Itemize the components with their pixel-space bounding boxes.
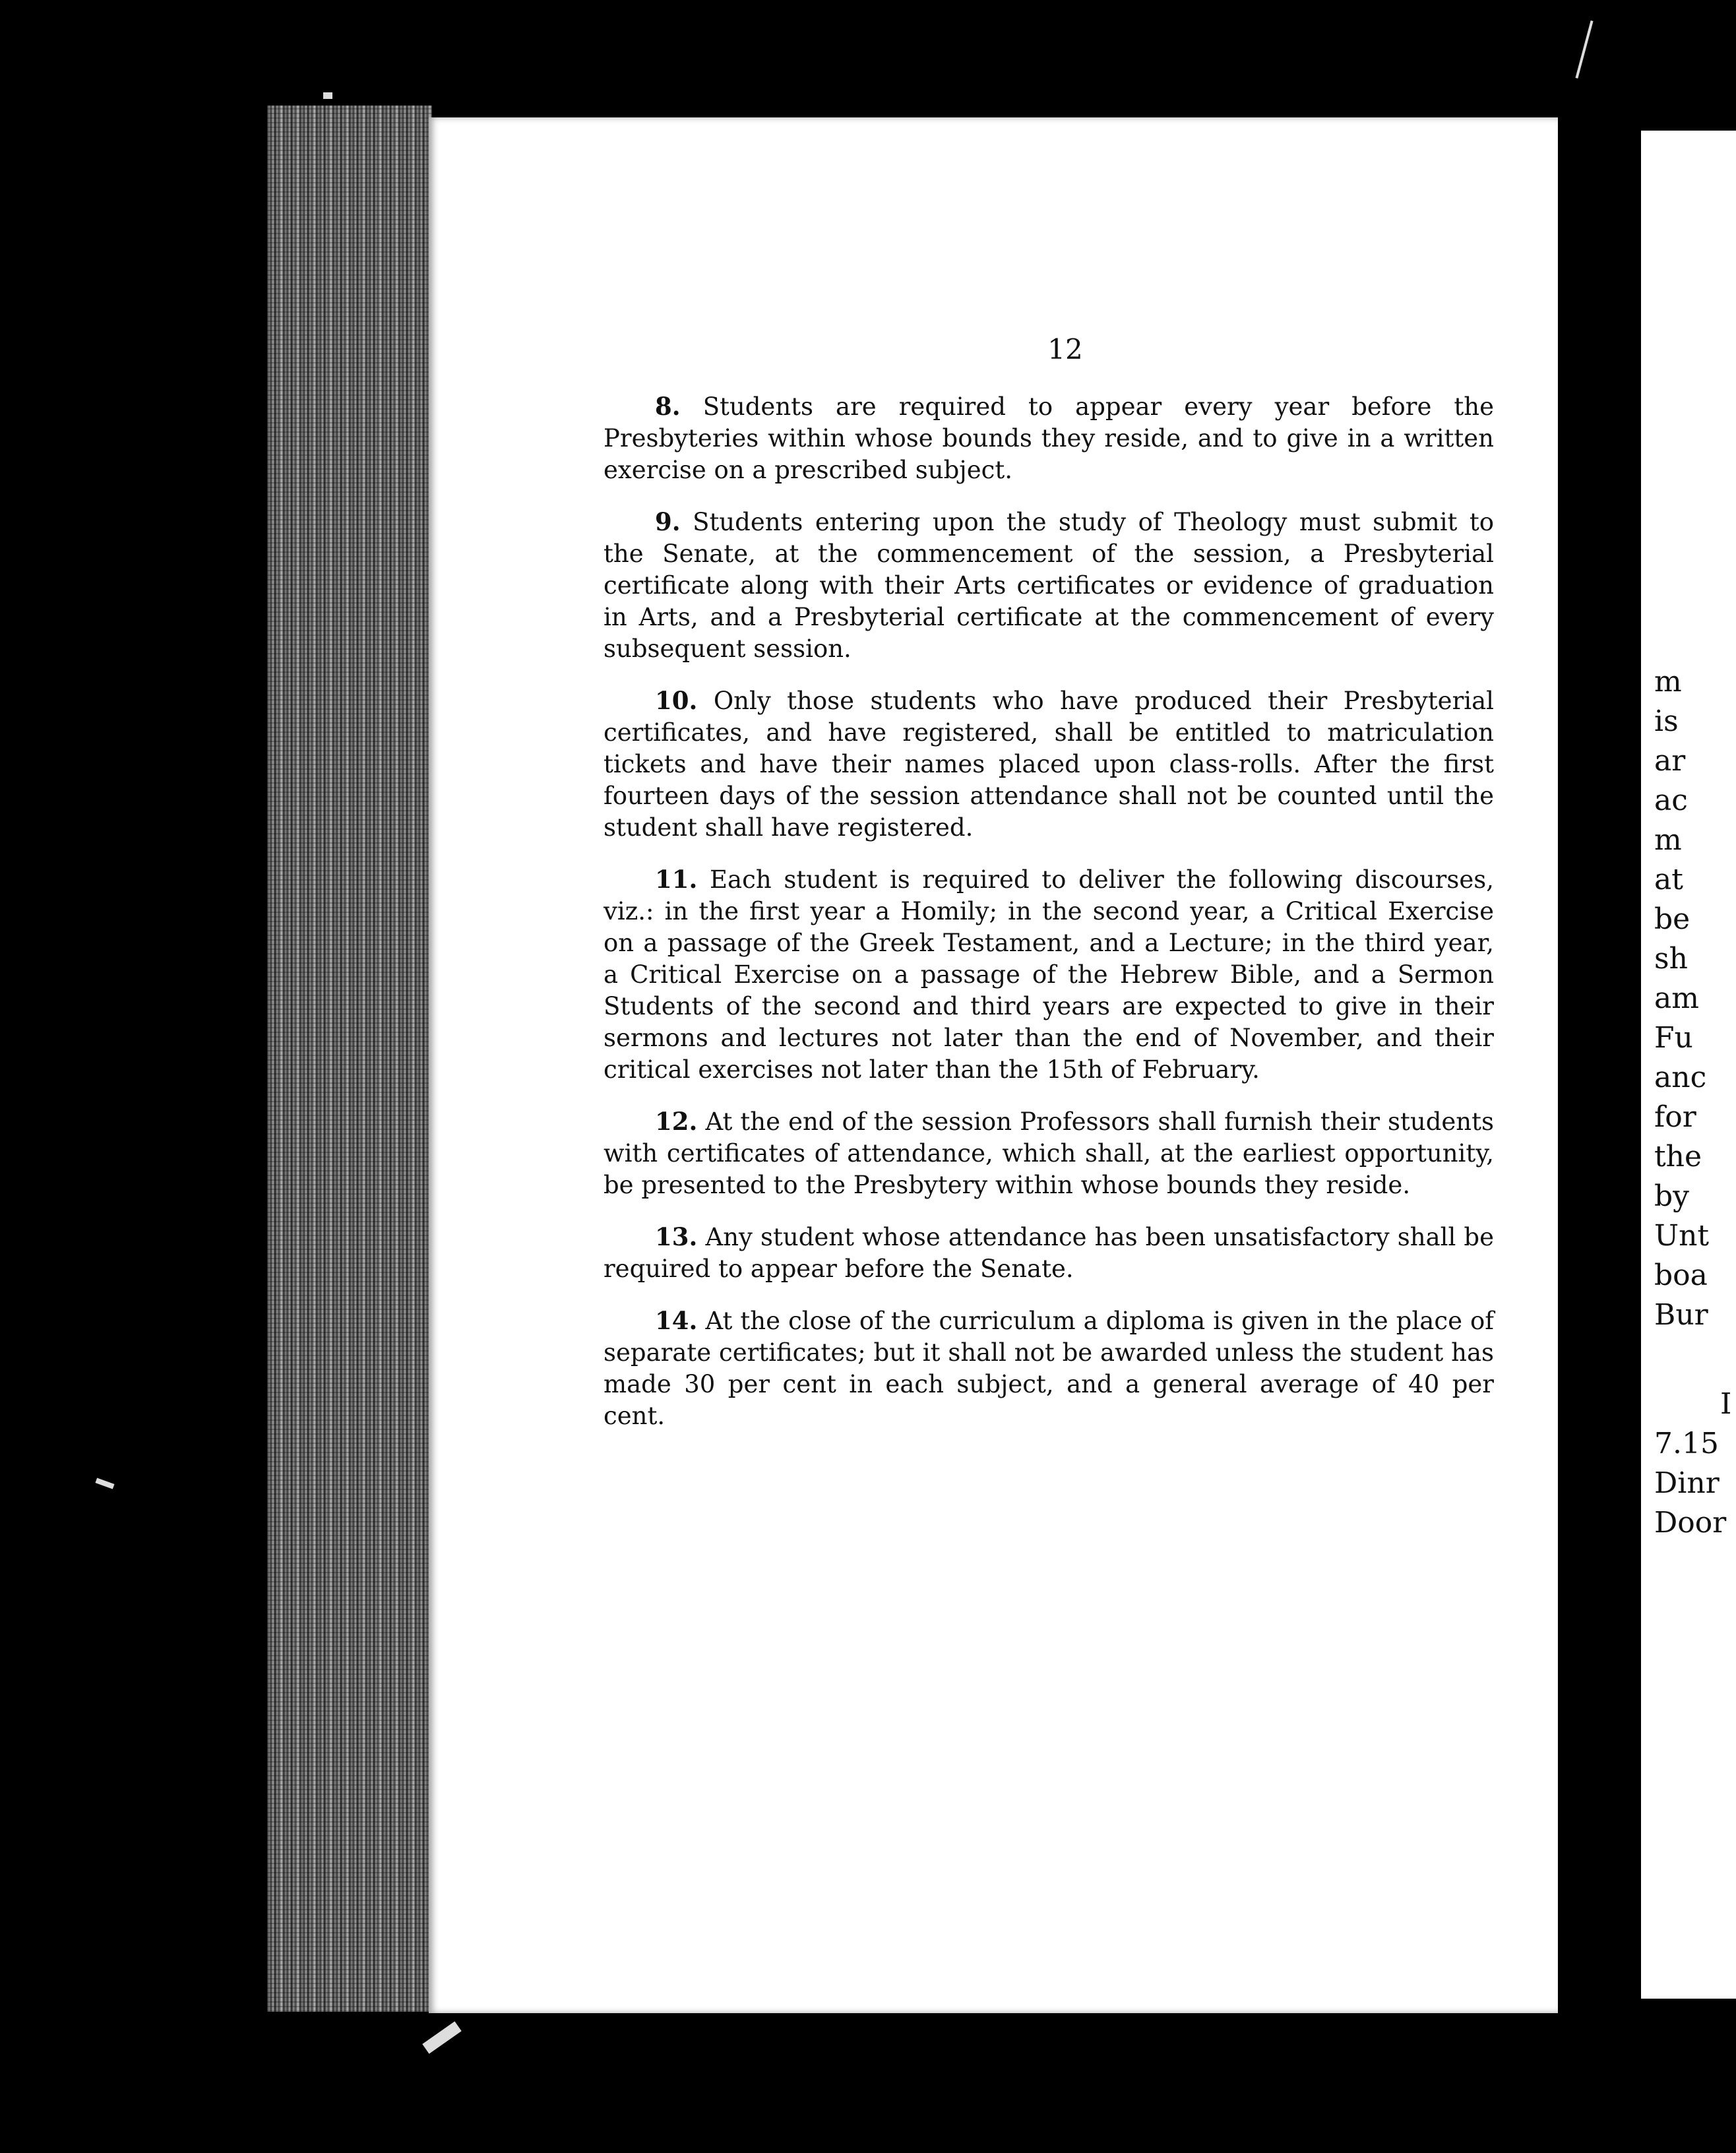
paragraph-10 xyxy=(604,685,1494,844)
facing-page-fragment: at xyxy=(1654,863,1683,896)
paragraph-11 xyxy=(604,863,1494,1086)
paragraph-number: 10. xyxy=(655,686,698,715)
paragraph-text: Only those students who have produced their Presbyterial certificates, and have registered, shall be entitled to matriculation tickets and have their names placed upon class-rolls. After the first fourteen days of the session attendance shall not be counted until the student shall have registered. xyxy=(604,687,1494,842)
facing-page-fragment: by xyxy=(1654,1179,1690,1213)
facing-page-fragment: boa xyxy=(1654,1259,1708,1292)
paragraph-text: Students are required to appear every year before the Presbyteries within whose bounds they reside, and to give in a written exercise on a prescribed subject. xyxy=(604,392,1494,484)
facing-page-fragment: Door xyxy=(1654,1506,1727,1540)
facing-page-fragment: the xyxy=(1654,1140,1702,1173)
paragraph-text: At the end of the session Professors shall furnish their students with certificates of attendance, which shall, at the earliest opportunity, be presented to the Presbytery within whose bounds they reside. xyxy=(604,1108,1494,1199)
book-page-edges xyxy=(267,106,432,2012)
facing-page-fragment: anc xyxy=(1654,1061,1707,1094)
paragraph-number: 12. xyxy=(655,1107,698,1136)
gutter-shadow xyxy=(1558,117,1584,2013)
facing-page-fragment: for xyxy=(1654,1100,1696,1134)
facing-page-fragment: m xyxy=(1654,823,1682,857)
facing-page-fragment: be xyxy=(1654,902,1690,936)
facing-page-fragment: 7.15 xyxy=(1654,1427,1719,1460)
paragraph-number: 9. xyxy=(655,507,681,536)
paragraph-number: 13. xyxy=(655,1222,698,1251)
facing-page-fragment: m xyxy=(1654,665,1682,699)
paragraph-text: At the close of the curriculum a diploma is given in the place of separate certificates; but it shall not be awarded unless the student has made 30 per cent in each subject, and a general average of 40 per cent. xyxy=(604,1307,1494,1430)
facing-page-fragment: sh xyxy=(1654,942,1688,976)
paragraph-number: 8. xyxy=(655,392,681,421)
paragraph-8 xyxy=(604,390,1494,486)
facing-page-fragment: ar xyxy=(1654,744,1686,778)
paragraph-number: 14. xyxy=(655,1306,698,1335)
facing-page-fragment: Unt xyxy=(1654,1219,1710,1253)
paragraph-13 xyxy=(604,1221,1494,1285)
page-body-text xyxy=(604,390,1494,1452)
facing-page-fragment: I xyxy=(1720,1387,1732,1421)
paragraph-9 xyxy=(604,506,1494,665)
facing-page-fragment: am xyxy=(1654,982,1699,1015)
paragraph-14 xyxy=(604,1305,1494,1432)
facing-page-fragment: is xyxy=(1654,704,1679,738)
scan-artifact xyxy=(323,92,332,99)
paragraph-12 xyxy=(604,1106,1494,1201)
paragraph-text: Each student is required to deliver the following discourses, viz.: in the first year a Homily; in the second year, a Critical Exercise on a passage of the Greek Testament, and a Lecture; in the third year, a Critical Exercise on a passage of the Hebrew Bible, and a Sermon Students of the second and third years are expected to give in their sermons and lectures not later than the end of November, and their critical exercises not later than the 15th of February. xyxy=(604,865,1494,1084)
facing-page-fragment: Fu xyxy=(1654,1021,1693,1055)
facing-page-cropped xyxy=(1629,131,1736,1999)
facing-page-fragment: Bur xyxy=(1654,1298,1708,1332)
facing-page-fragment: Dinr xyxy=(1654,1466,1720,1500)
paragraph-number: 11. xyxy=(655,865,698,894)
paragraph-text: Any student whose attendance has been unsatisfactory shall be required to appear before the Senate. xyxy=(604,1223,1494,1283)
facing-page-fragment: ac xyxy=(1654,784,1688,817)
page-number: 12 xyxy=(1047,333,1083,365)
paragraph-text: Students entering upon the study of Theology must submit to the Senate, at the commencement of the session, a Presbyterial certificate along with their Arts certificates or evidence of graduation in Arts, and a Presbyterial certificate at the commencement of every subsequent session. xyxy=(604,508,1494,663)
